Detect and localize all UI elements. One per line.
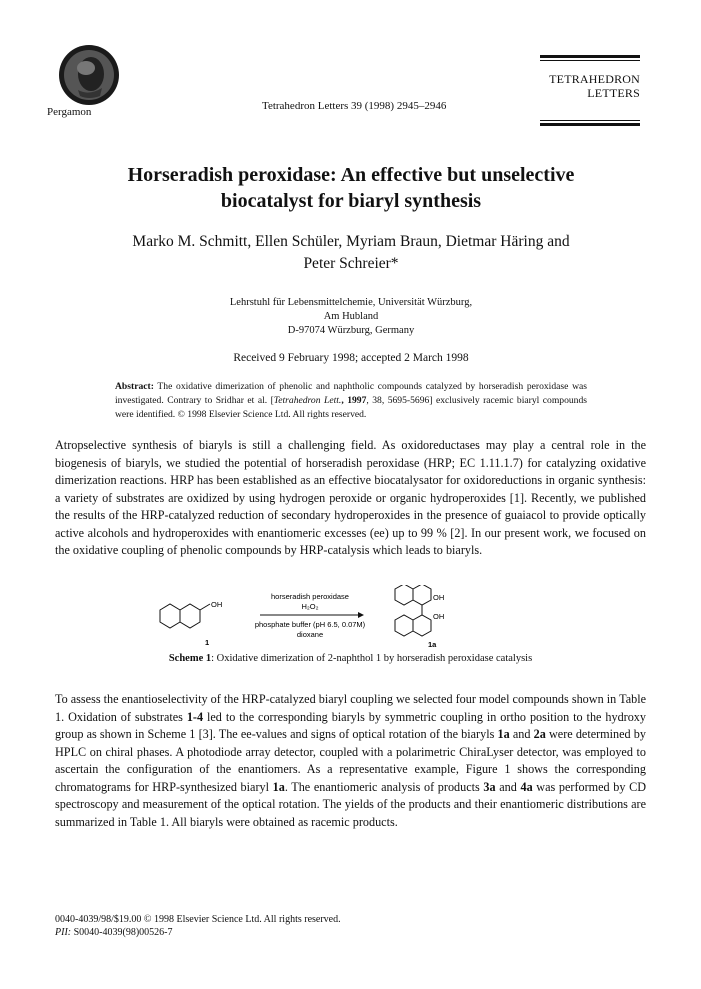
publisher-logo [58, 44, 120, 106]
abstract-text-2: , 38, 5695-5696] exclusively racemic biaryl compounds were identified. © 1998 Elsevier Science Ltd. All rights reserved. [115, 395, 587, 420]
reagent-peroxide: H₂O₂ [301, 602, 319, 611]
brand-top-rule [540, 55, 640, 61]
affiliation-line-1: Lehrstuhl für Lebensmittelchemie, Universität Würzburg, [229, 297, 473, 308]
product-number: 1a [428, 640, 437, 649]
para2-text: was performed by CD spectroscopy and measurement of the optical rotation. The yields of the products and their enantiomeric distributions are summarized in Table 1. All biaryls were obtained as racemic products. [55, 779, 647, 829]
pii-line [55, 926, 341, 939]
para2-text: and [495, 779, 521, 794]
scheme-caption [80, 653, 621, 664]
para2-text: . The enantiomeric analysis of products [284, 779, 484, 794]
authors-line-2: Peter Schreier* [303, 255, 399, 272]
scheme-caption-text: : Oxidative dimerization of 2-naphthol 1 by horseradish peroxidase catalysis [211, 653, 533, 664]
journal-brand [540, 72, 640, 100]
journal-brand-line2: LETTERS [587, 86, 640, 100]
para2-text: and [509, 727, 534, 741]
affiliation [150, 296, 552, 338]
abstract-label: Abstract: [115, 381, 154, 392]
title-line-1: Horseradish peroxidase: An effective but unselective [127, 164, 575, 186]
compound-ref: 1a [497, 727, 510, 741]
compound-ref: 1-4 [186, 709, 204, 724]
body-paragraph-2 [55, 691, 646, 831]
condition-buffer: phosphate buffer (pH 6.5, 0.07M) [254, 620, 366, 629]
scheme-caption-label: Scheme 1 [168, 653, 212, 664]
compound-ref: 3a [483, 779, 496, 794]
abstract-citation-year: , 1997 [341, 395, 367, 406]
para2-text: were determined by HPLC on chiral phases. A photodiode array detector, coupled with a polarimetric ChiraLyser detector, was employed to ascertain the configuration of the enantiomers. As a representative example, Figure 1 shows the corresponding chromatograms for HRP-synthesized biaryl [55, 727, 646, 794]
condition-solvent: dioxane [296, 630, 324, 639]
authors-line-1: Marko M. Schmitt, Ellen Schüler, Myriam Braun, Dietmar Häring and [132, 233, 570, 250]
brand-bottom-rule [540, 120, 640, 128]
affiliation-line-3: D-97074 Würzburg, Germany [287, 325, 415, 336]
publisher-name: Pergamon [47, 106, 92, 118]
article-title [70, 162, 632, 214]
naphthol-structure [160, 604, 210, 628]
para2-text: To assess the enantioselectivity of the HRP-catalyzed biaryl coupling we selected four model compounds shown in Table 1. Oxidation of substrates [55, 692, 646, 724]
pii-value: S0040-4039(98)00526-7 [71, 927, 173, 938]
compound-ref: 4a [520, 779, 533, 794]
journal-brand-line1: TETRAHEDRON [549, 72, 640, 86]
received-dates: Received 9 February 1998; accepted 2 March 1998 [233, 352, 469, 364]
product-oh-label-1: OH [433, 593, 445, 602]
affiliation-line-2: Am Hubland [323, 311, 379, 322]
abstract-text-1: The oxidative dimerization of phenolic and naphtholic compounds catalyzed by horseradish peroxidase was investigated. Contrary to Sridhar et al. [ [115, 381, 587, 406]
abstract-citation-journal: Tetrahedron Lett. [273, 395, 342, 406]
copyright-footer [55, 913, 341, 939]
title-line-2: biocatalyst for biaryl synthesis [220, 190, 482, 212]
pii-label: PII: [55, 927, 72, 938]
journal-reference: Tetrahedron Letters 39 (1998) 2945–2946 [262, 100, 447, 112]
product-oh-label-2: OH [433, 612, 445, 621]
para2-text: led to the corresponding biaryls by symmetric coupling in ortho position to the hydroxy group as shown in Scheme 1 [3]. The ee-values and signs of optical rotation of the biaryls [55, 709, 646, 741]
compound-ref: 1a [272, 779, 285, 794]
copyright-line: 0040-4039/98/$19.00 © 1998 Elsevier Science Ltd. All rights reserved. [55, 914, 341, 925]
substrate-oh-label: OH [211, 600, 223, 609]
substrate-number: 1 [205, 638, 210, 647]
author-list [90, 231, 612, 275]
compound-ref: 2a [533, 727, 546, 741]
reaction-scheme [150, 585, 550, 650]
abstract [115, 380, 587, 422]
body-paragraph-1: Atropselective synthesis of biaryls is still a challenging field. As oxidoreductases may play a central role in the biogenesis of biaryls, we studied the potential of horseradish peroxidase (HRP; EC 1.11.1.7) for catalyzing oxidative dimerization reactions. HRP has been established as an effective biocatalysator for oxidoreductions in organic synthesis: a variety of substrates are oxidized by using hydrogen peroxide or organic hydroperoxides [1]. Recently, we published the results of the HRP-catalyzed reduction of secondary hydroperoxides in the presence of guaiacol to provide optically active alcohols and hydroperoxides with enantiomeric excesses (ee) up to 99 % [2]. In our present work, we focused on the oxidative coupling of phenolic compounds by HRP-catalysis which leads to biaryls. [55, 438, 646, 557]
binaphthol-structure [395, 585, 431, 636]
reagent-enzyme: horseradish peroxidase [271, 592, 349, 601]
